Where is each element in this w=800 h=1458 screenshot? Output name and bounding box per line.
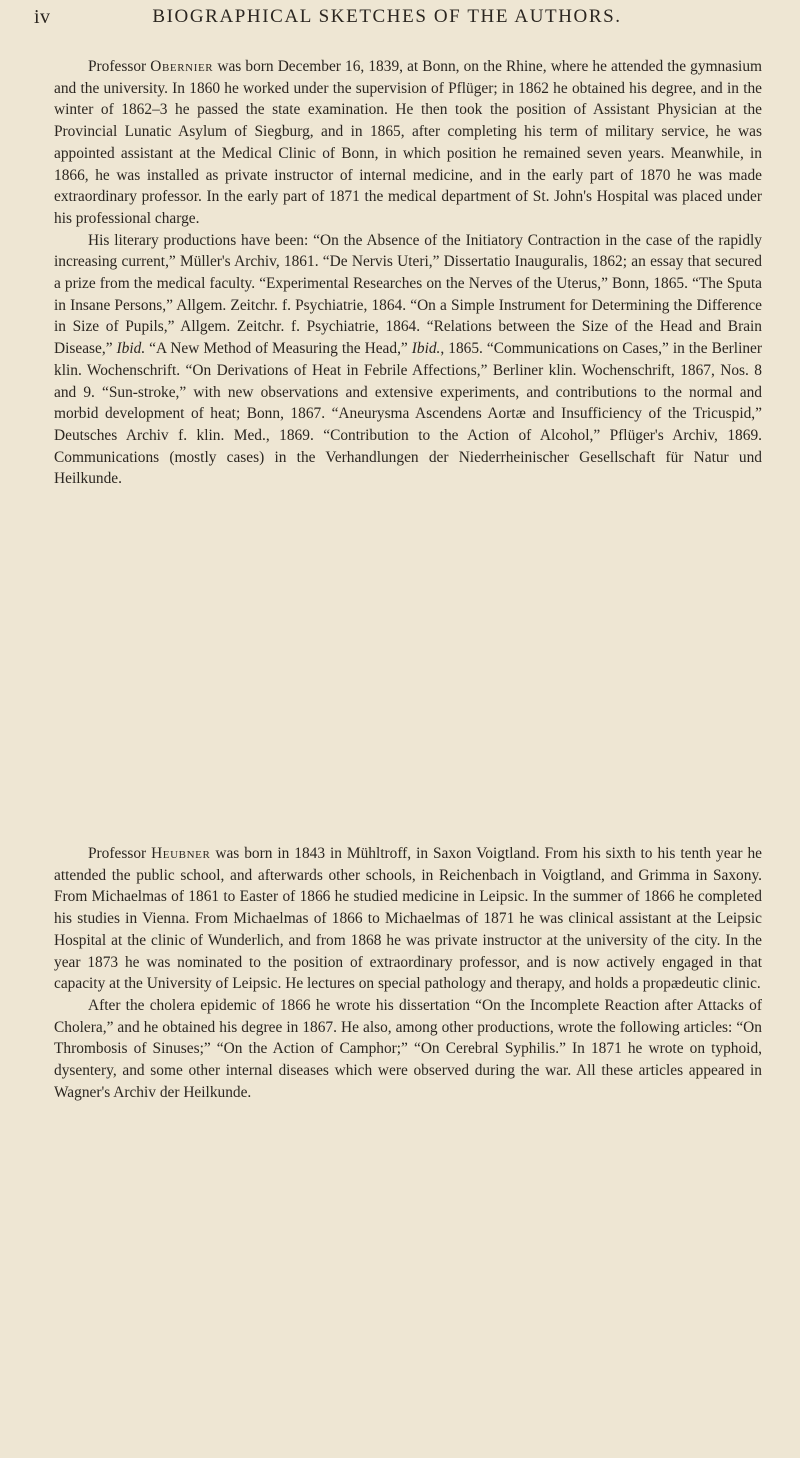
- obernier-publications-a: His literary productions have been: “On the Absence of the Initiatory Contraction in the case of the rapidly increasing current,” Müller's Archiv, 1861. “De Nervis Uteri,” Dissertatio Inauguralis, 1862; an essay that secured a prize from the medical faculty. “Experimental Researches on the Nerves of the Uterus,” Bonn, 1865. “The Sputa in Insane Persons,” Allgem. Zeitchr. f. Psychiatrie, 1864. “On a Simple Instrument for Determining the Difference in Size of Pupils,” Allgem. Zeitchr. f. Psychiatrie, 1864. “Relations between the Size of the Head and Brain Disease,”: [54, 231, 762, 358]
- heubner-paragraph-2: After the cholera epidemic of 1866 he wrote his dissertation “On the Incomplete Reaction after Attacks of Cholera,” and he obtained his degree in 1867. He also, among other productions, wrote the following articles: “On Thrombosis of Sinuses;” “On the Action of Camphor;” “On Cerebral Syphilis.” In 1871 he wrote on typhoid, dysentery, and some other internal diseases which were observed during the war. All these articles appeared in Wagner's Archiv der Heilkunde.: [54, 996, 762, 1101]
- obernier-publications-b: “A New Method of Measuring the Head,”: [145, 340, 412, 358]
- obernier-publications-c: , 1865. “Communications on Cases,” in the Berliner klin. Wochenschrift. “On Derivations of Heat in Febrile Affections,” Berliner klin. Wochenschrift, 1867, Nos. 8 and 9. “Sun-stroke,” with new observations and extensive experiments, and contributions to the normal and morbid development of heat; Bonn, 1867. “Aneurysma Ascendens Aortæ and Insufficiency of the Tricuspid,” Deutsches Archiv f. klin. Med., 1869. “Contribution to the Action of Alcohol,” Pflüger's Archiv, 1869. Communications (mostly cases) in the Verhandlungen der Niederrheinischer Gesellschaft für Natur und Heilkunde.: [54, 340, 762, 488]
- ibid-reference: Ibid.: [116, 340, 146, 358]
- obernier-paragraph-1: [54, 56, 762, 230]
- page-header: [34, 4, 740, 38]
- obernier-intro: Professor: [88, 58, 151, 75]
- heubner-paragraph-1: [54, 843, 762, 995]
- obernier-biography: [54, 56, 762, 490]
- heubner-biography: [54, 843, 762, 1103]
- heubner-intro: Professor: [88, 845, 152, 862]
- obernier-paragraph-2: [54, 230, 762, 490]
- obernier-name: Obernier: [150, 58, 214, 75]
- heubner-career-text: was born in 1843 in Mühltroff, in Saxon Voigtland. From his sixth to his tenth year he attended the public school, and afterwards other schools, in Reichenbach in Voigtland, and Grimma in Saxony. From Michaelmas of 1861 to Easter of 1866 he studied medicine in Leipsic. In the summer of 1866 he completed his studies in Vienna. From Michaelmas of 1866 to Michaelmas of 1871 he was clinical assistant at the Leipsic Hospital at the clinic of Wunderlich, and from 1868 he was private instructor at the university of the city. In the year 1873 he was nominated to the position of extraordinary professor, and is now actively engaged in that capacity at the University of Leipsic. He lectures on special pathology and therapy, and holds a propædeutic clinic.: [54, 845, 762, 993]
- heubner-name: Heubner: [151, 845, 211, 862]
- page-number: iv: [34, 6, 51, 28]
- obernier-career-text: was born December 16, 1839, at Bonn, on the Rhine, where he attended the gymnasium and the university. In 1860 he worked under the supervision of Pflüger; in 1862 he obtained his degree, and in the winter of 1862–3 he passed the state examination. He then took the position of Assistant Physician at the Provincial Lunatic Asylum of Siegburg, and in 1865, after completing his term of military service, he was appointed assistant at the Medical Clinic of Bonn, in which position he remained seven years. Meanwhile, in 1866, he was installed as private instructor of internal medicine, and in the early part of 1870 he was made extraordinary professor. In the early part of 1871 the medical department of St. John's Hospital was placed under his professional charge.: [54, 58, 763, 227]
- running-head: BIOGRAPHICAL SKETCHES OF THE AUTHORS.: [152, 6, 622, 27]
- ibid-reference: Ibid.: [411, 340, 441, 358]
